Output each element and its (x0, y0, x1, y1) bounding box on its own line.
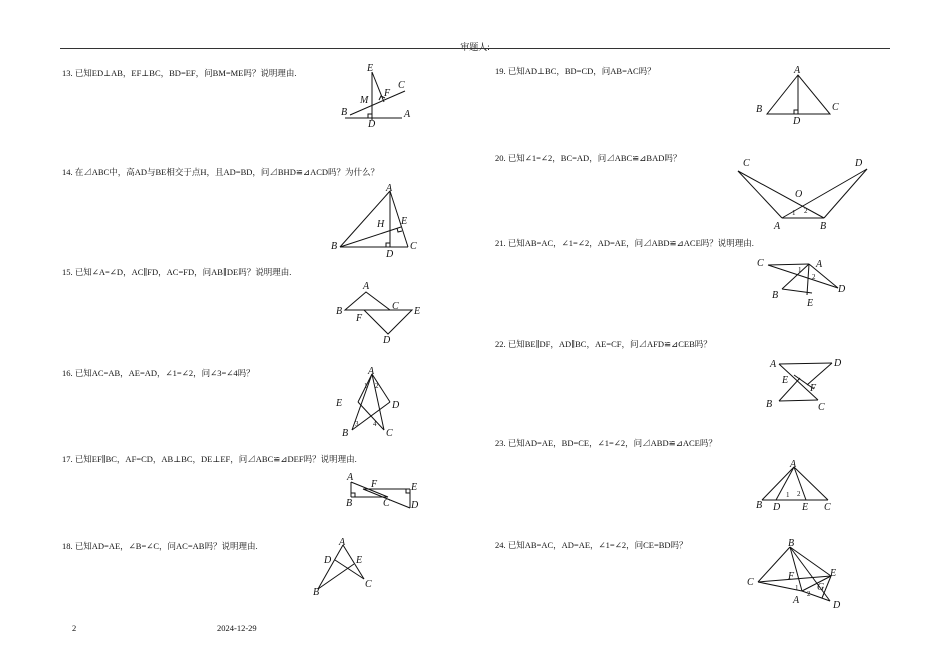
figure-23 (752, 456, 852, 516)
svg-text:B: B (756, 500, 763, 511)
svg-text:C: C (386, 428, 393, 439)
problem-24: 24. 已知AB=AC，AD=AE，∠1=∠2，问CE=BD吗？ (495, 540, 688, 550)
figure-14 (328, 183, 428, 258)
svg-text:B: B (331, 241, 338, 252)
svg-text:E: E (807, 298, 814, 309)
svg-text:F: F (810, 383, 817, 394)
svg-text:B: B (756, 104, 763, 115)
figure-20 (730, 155, 875, 235)
problem-13: 13. 已知ED⊥AB，EF⊥BC，BD=EF，问BM=ME吗？说明理由. (62, 68, 297, 78)
svg-text:C: C (824, 502, 831, 513)
svg-text:E: E (782, 375, 789, 386)
problem-17: 17. 已知EF∥BC，AF=CD，AB⊥BC，DE⊥EF，问⊿ABC≌⊿DEF吗？说明理由. (62, 454, 357, 464)
svg-text:A: A (339, 537, 346, 548)
figure-19 (752, 60, 852, 125)
svg-text:D: D (793, 116, 801, 127)
svg-text:C: C (832, 102, 839, 113)
svg-text:A: A (347, 472, 354, 483)
svg-text:1: 1 (364, 382, 368, 390)
svg-text:A: A (368, 366, 375, 377)
svg-text:1: 1 (798, 266, 802, 274)
svg-text:C: C (818, 402, 825, 413)
svg-text:E: E (802, 502, 809, 513)
svg-text:C: C (757, 258, 764, 269)
svg-text:E: E (411, 482, 418, 493)
svg-text:2: 2 (807, 590, 811, 598)
svg-text:A: A (770, 359, 777, 370)
svg-text:D: D (324, 555, 332, 566)
svg-text:1: 1 (795, 584, 799, 592)
svg-text:B: B (820, 221, 827, 232)
svg-text:H: H (377, 219, 385, 230)
reviewer-header: 审题人: (460, 42, 490, 52)
svg-text:D: D (392, 400, 400, 411)
figure-18 (306, 535, 386, 600)
svg-text:C: C (365, 579, 372, 590)
figure-22 (762, 355, 852, 415)
svg-text:B: B (346, 498, 353, 509)
svg-text:B: B (336, 306, 343, 317)
svg-text:E: E (356, 555, 363, 566)
svg-text:B: B (342, 428, 349, 439)
svg-text:D: D (773, 502, 781, 513)
figure-24 (742, 535, 857, 615)
svg-text:C: C (410, 241, 417, 252)
svg-text:1: 1 (792, 209, 796, 217)
svg-text:C: C (392, 301, 399, 312)
svg-text:O: O (795, 189, 803, 200)
svg-text:E: E (336, 398, 343, 409)
svg-text:A: A (816, 259, 823, 270)
svg-text:D: D (833, 600, 841, 611)
svg-text:B: B (313, 587, 320, 598)
svg-text:2: 2 (375, 382, 379, 390)
svg-text:A: A (386, 183, 393, 194)
svg-text:2: 2 (797, 490, 801, 498)
svg-text:B: B (766, 399, 773, 410)
svg-text:E: E (367, 63, 374, 74)
svg-text:F: F (356, 313, 363, 324)
figure-15 (330, 278, 430, 348)
header-rule (60, 48, 890, 49)
svg-text:D: D (383, 335, 391, 346)
svg-text:D: D (834, 358, 842, 369)
svg-text:C: C (398, 80, 405, 91)
problem-14: 14. 在⊿ABC中，高AD与BE相交于点H，且AD=BD，问⊿BHD≌⊿ACD吗？为什么？ (62, 167, 380, 177)
problem-19: 19. 已知AD⊥BC，BD=CD，问AB=AC吗？ (495, 66, 656, 76)
svg-text:A: A (790, 459, 797, 470)
svg-text:A: A (404, 109, 411, 120)
footer-date: 2024-12-29 (217, 623, 257, 633)
problem-18: 18. 已知AD=AE，∠B=∠C，问AC=AB吗？说明理由. (62, 541, 258, 551)
svg-text:E: E (401, 216, 408, 227)
svg-text:B: B (788, 538, 795, 549)
problem-15: 15. 已知∠A=∠D，AC∥FD，AC=FD，问AB∥DE吗？说明理由. (62, 267, 292, 277)
page-number: 2 (72, 623, 77, 633)
svg-text:F: F (384, 88, 391, 99)
svg-text:G: G (817, 582, 825, 593)
svg-text:A: A (363, 281, 370, 292)
svg-text:A: A (774, 221, 781, 232)
problem-22: 22. 已知BE∥DF，AD∥BC，AE=CF，问⊿AFD≌⊿CEB吗？ (495, 339, 712, 349)
figure-13 (330, 60, 430, 135)
svg-text:D: D (386, 249, 394, 260)
svg-text:D: D (838, 284, 846, 295)
svg-text:D: D (368, 119, 376, 130)
svg-text:2: 2 (804, 207, 808, 215)
svg-text:C: C (747, 577, 754, 588)
svg-text:B: B (772, 290, 779, 301)
svg-text:A: A (794, 65, 801, 76)
svg-text:D: D (855, 158, 863, 169)
svg-text:C: C (383, 498, 390, 509)
problem-21: 21. 已知AB=AC，∠1=∠2，AD=AE，问⊿ABD≌⊿ACE吗？说明理由. (495, 238, 754, 248)
svg-text:3: 3 (355, 420, 359, 428)
svg-text:1: 1 (786, 491, 790, 499)
problem-16: 16. 已知AC=AB，AE=AD，∠1=∠2，问∠3=∠4吗？ (62, 368, 255, 378)
problem-20: 20. 已知∠1=∠2，BC=AD，问⊿ABC≌⊿BAD吗？ (495, 153, 682, 163)
svg-text:4: 4 (373, 420, 377, 428)
figure-16 (332, 364, 412, 444)
svg-text:F: F (788, 571, 795, 582)
svg-text:M: M (360, 95, 369, 106)
svg-text:E: E (830, 568, 837, 579)
svg-text:B: B (341, 107, 348, 118)
svg-text:2: 2 (812, 273, 816, 281)
svg-text:E: E (414, 306, 421, 317)
figure-21 (752, 253, 852, 313)
svg-text:D: D (411, 500, 419, 511)
figure-17 (338, 470, 428, 515)
svg-text:C: C (743, 158, 750, 169)
svg-text:A: A (793, 595, 800, 606)
problem-23: 23. 已知AD=AE，BD=CE，∠1=∠2，问⊿ABD≌⊿ACE吗？ (495, 438, 717, 448)
svg-text:F: F (371, 479, 378, 490)
